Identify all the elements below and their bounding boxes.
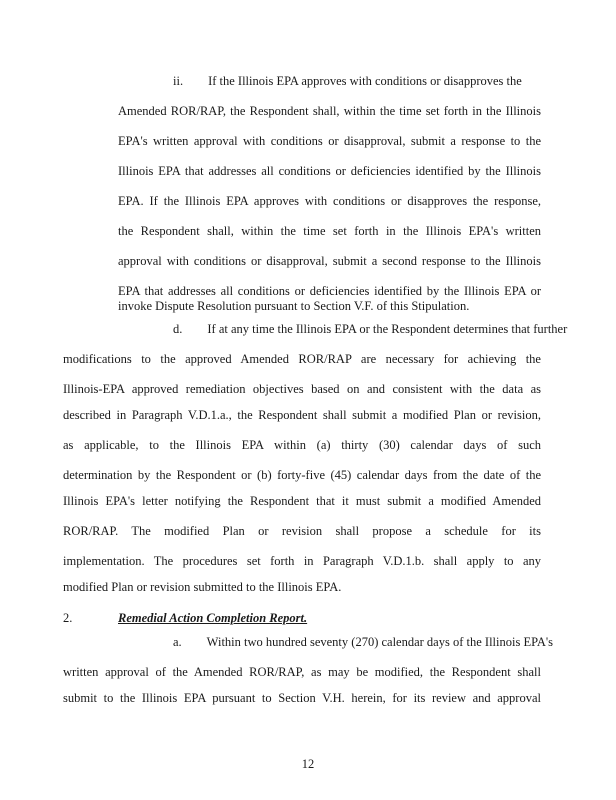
section-heading-title: Remedial Action Completion Report. [118,611,308,625]
paragraph-d-line-3: Illinois-EPA approved remediation objectives based on and consistent with the data as [63,382,541,396]
paragraph-d-line-5: as applicable, to the Illinois EPA within (a) thirty (30) calendar days of such [63,438,541,452]
paragraph-d-line-1: d. If at any time the Illinois EPA or the Respondent determines that further [173,322,568,336]
paragraph-ii-line-9: invoke Dispute Resolution pursuant to Section V.F. of this Stipulation. [118,299,470,313]
paragraph-d-line-10: modified Plan or revision submitted to the Illinois EPA. [63,580,342,594]
paragraph-a-line-2: written approval of the Amended ROR/RAP, as may be modified, the Respondent shall [63,665,541,679]
paragraph-d-line-8: ROR/RAP. The modified Plan or revision shall propose a schedule for its [63,524,541,538]
paragraph-d-line-4: described in Paragraph V.D.1.a., the Respondent shall submit a modified Plan or revision, [63,408,541,422]
page-number: 12 [301,757,315,771]
paragraph-ii-line-5: EPA. If the Illinois EPA approves with conditions or disapproves the response, [118,194,541,208]
paragraph-a-line-1: a. Within two hundred seventy (270) calendar days of the Illinois EPA's [173,635,554,649]
paragraph-ii-line-8: EPA that addresses all conditions or deficiencies identified by the Illinois EPA or [118,284,541,298]
paragraph-d-line-6: determination by the Respondent or (b) forty-five (45) calendar days from the date of the [63,468,541,482]
paragraph-ii-line-1: ii. If the Illinois EPA approves with conditions or disapproves the [173,74,522,88]
paragraph-a-line-3: submit to the Illinois EPA pursuant to Section V.H. herein, for its review and approval [63,691,541,705]
paragraph-ii-line-2: Amended ROR/RAP, the Respondent shall, within the time set forth in the Illinois [118,104,541,118]
paragraph-ii-line-4: Illinois EPA that addresses all conditions or deficiencies identified by the Illinois [118,164,541,178]
section-heading-number: 2. [63,611,73,625]
paragraph-ii-line-7: approval with conditions or disapproval, submit a second response to the Illinois [118,254,541,268]
paragraph-d-line-9: implementation. The procedures set forth in Paragraph V.D.1.b. shall apply to any [63,554,541,568]
paragraph-d-line-2: modifications to the approved Amended ROR/RAP are necessary for achieving the [63,352,541,366]
paragraph-ii-line-3: EPA's written approval with conditions or disapproval, submit a response to the [118,134,541,148]
paragraph-ii-line-6: the Respondent shall, within the time set forth in the Illinois EPA's written [118,224,541,238]
paragraph-d-line-7: Illinois EPA's letter notifying the Respondent that it must submit a modified Amended [63,494,541,508]
